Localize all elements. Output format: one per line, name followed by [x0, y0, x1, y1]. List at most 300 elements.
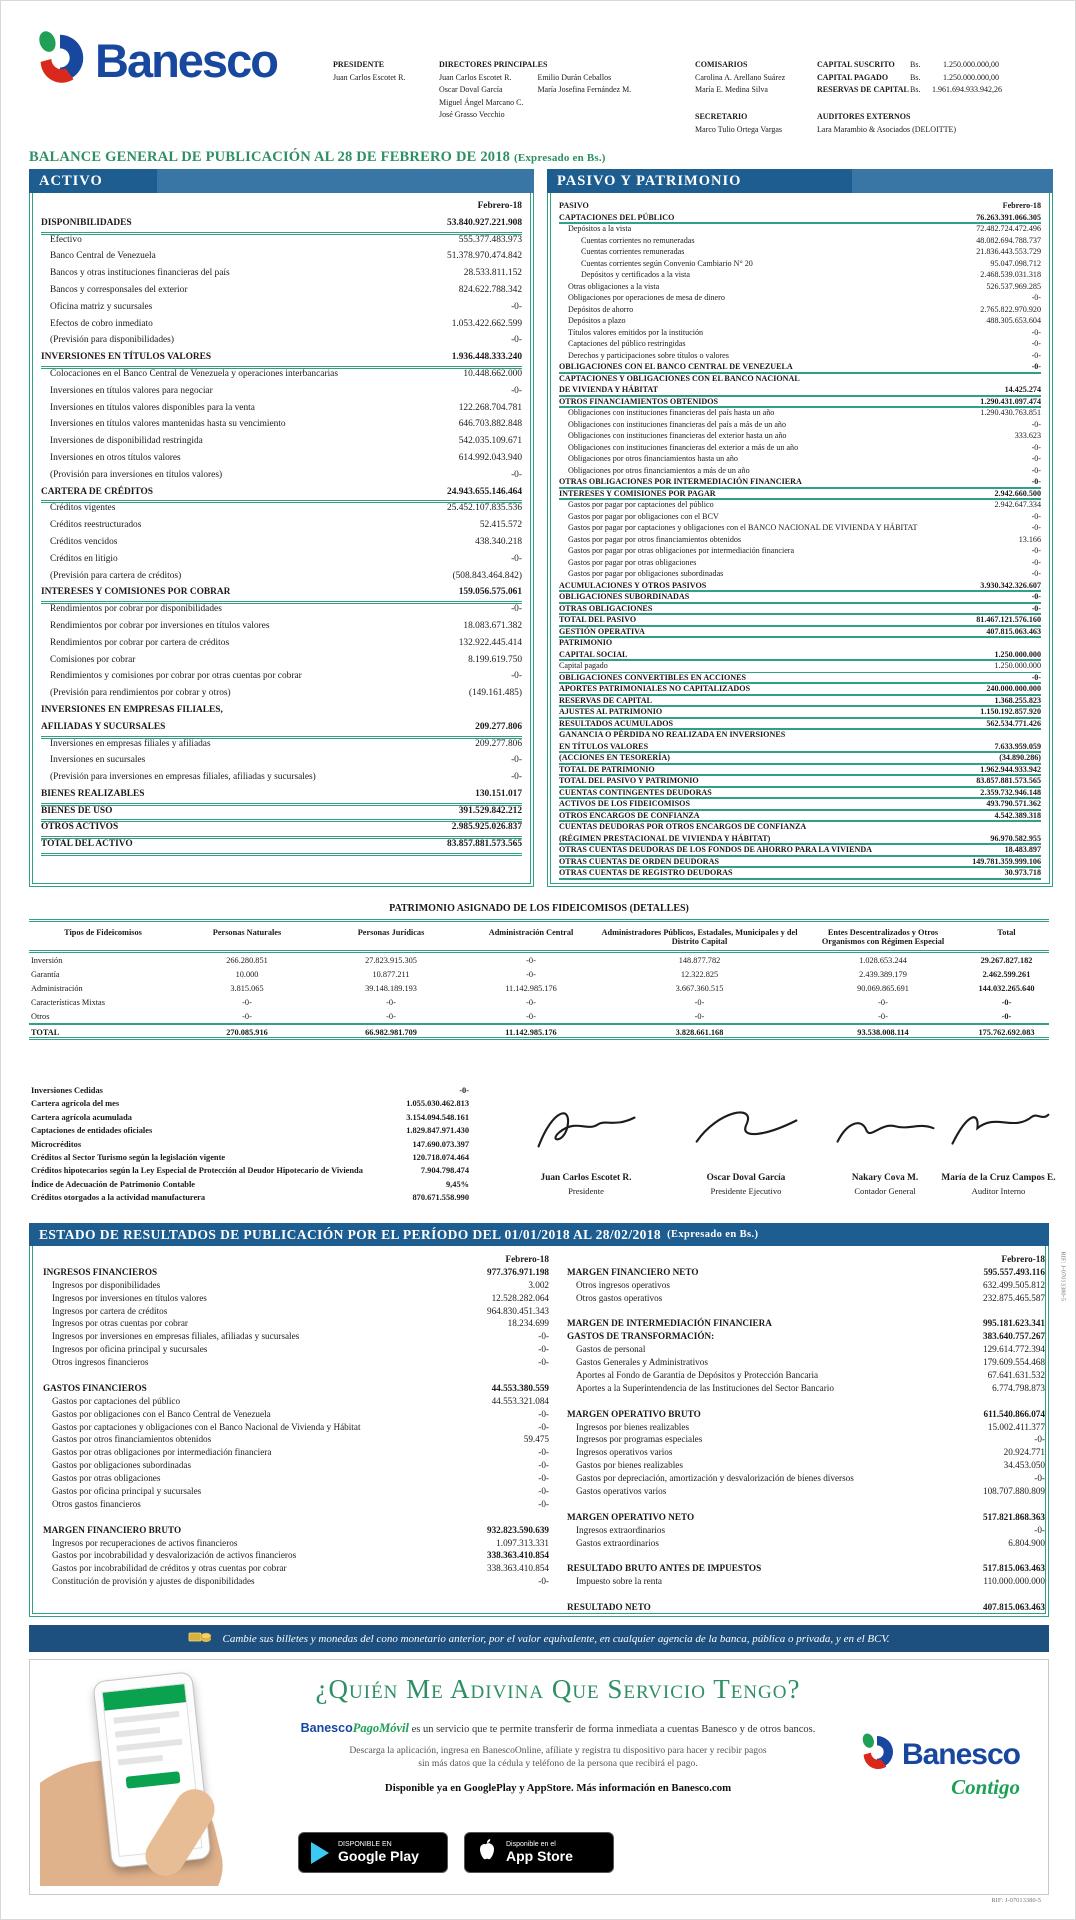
- store-badges: [298, 1832, 614, 1873]
- row-value: -0-: [1031, 419, 1041, 429]
- row-label: Ingresos por recuperaciones de activos financieros: [52, 1537, 238, 1548]
- row-value: 67.641.631.532: [987, 1370, 1045, 1381]
- statement-row: [43, 1447, 549, 1460]
- row-label: Inversiones en empresas filiales y afiliadas: [50, 738, 211, 749]
- row-value: 517.821.868.363: [982, 1511, 1045, 1522]
- estado-title: ESTADO DE RESULTADOS DE PUBLICACIÓN POR EL PERÍODO DEL 01/01/2018 AL 28/02/2018: [39, 1226, 662, 1242]
- row-label: TOTAL DE PATRIMONIO: [559, 764, 655, 774]
- signature-block: [501, 1093, 671, 1196]
- row-value: 338.363.410.854: [486, 1550, 549, 1561]
- row-label: GASTOS FINANCIEROS: [43, 1382, 147, 1393]
- statement-row: [559, 489, 1041, 501]
- row-label: RESULTADO NETO: [567, 1602, 651, 1613]
- ad-description: [258, 1744, 858, 1770]
- row-label: Ingresos por inversiones en títulos valores: [52, 1292, 207, 1303]
- row-label: OTRAS CUENTAS DEUDORAS DE LOS FONDOS DE AHORRO PARA LA VIVIENDA: [559, 845, 873, 854]
- row-value: -0-: [538, 1344, 549, 1355]
- signature-block: [825, 1093, 945, 1196]
- memo-label: Créditos otorgados a la actividad manufacturera: [31, 1193, 206, 1203]
- capital-label: CAPITAL PAGADO: [817, 72, 889, 82]
- row-label: OTRAS OBLIGACIONES POR INTERMEDIACIÓN FINANCIERA: [559, 477, 802, 486]
- fideicomisos-section: [29, 903, 1049, 1040]
- cell-value: 39.148.189.193: [365, 984, 417, 993]
- row-label: INGRESOS FINANCIEROS: [43, 1266, 158, 1277]
- row-value: -0-: [1031, 442, 1041, 452]
- statement-row: [559, 224, 1041, 236]
- memo-value: 1.055.030.462.813: [406, 1099, 469, 1109]
- statement-row: [41, 403, 522, 420]
- row-value: 53.840.927.221.908: [447, 217, 522, 228]
- row-value: -0-: [1031, 523, 1041, 532]
- balance-title: [29, 149, 606, 166]
- row-label: Obligaciones por operaciones de mesa de dinero: [568, 293, 725, 302]
- statement-row: [41, 386, 522, 403]
- president-name: Juan Carlos Escotet R.: [333, 72, 406, 82]
- statement-row: [567, 1383, 1045, 1396]
- statement-row: [559, 247, 1041, 259]
- row-label: Otras obligaciones a la vista: [568, 281, 660, 291]
- cell-value: -0-: [694, 1012, 705, 1021]
- row-value: 81.467.121.576.160: [976, 615, 1041, 624]
- pasivo-body: [547, 193, 1053, 887]
- statement-row: [43, 1331, 549, 1344]
- statement-row: [559, 293, 1041, 305]
- statement-row: [559, 328, 1041, 340]
- row-value: 110.000.000.000: [983, 1576, 1045, 1587]
- statement-row: [43, 1357, 549, 1370]
- row-value: 1.368.255.823: [994, 695, 1041, 705]
- row-value: 1.290.431.097.474: [980, 396, 1041, 406]
- statement-row: [41, 235, 522, 252]
- row-value: -0-: [1031, 546, 1041, 555]
- row-value: 6.774.798.873: [992, 1382, 1045, 1393]
- row-value: 44.553.321.084: [491, 1395, 549, 1406]
- cell-value: 11.142.985.176: [505, 984, 557, 993]
- cell-value: 3.667.360.515: [675, 984, 724, 993]
- row-value: 129.614.772.394: [982, 1344, 1045, 1355]
- memo-items: [31, 1086, 469, 1207]
- row-label: Créditos reestructurados: [50, 520, 142, 531]
- statement-row: [41, 268, 522, 285]
- row-label: ACUMULACIONES Y OTROS PASIVOS: [559, 580, 707, 590]
- total-value: 270.085.916: [177, 1023, 317, 1040]
- cell-value: -0-: [878, 998, 888, 1007]
- row-label: CAPTACIONES Y OBLIGACIONES CON EL BANCO NACIONAL: [559, 373, 800, 383]
- row-value: 14.425.274: [1004, 385, 1041, 394]
- google-play-badge: [298, 1832, 448, 1873]
- row-value: 333.623: [1014, 431, 1041, 440]
- row-value: 338.363.410.854: [486, 1563, 549, 1574]
- row-label: Comisiones por cobrar: [50, 654, 136, 665]
- row-value: -0-: [511, 671, 522, 682]
- statement-row: [559, 719, 1041, 731]
- row-value: 25.452.107.835.536: [447, 503, 522, 514]
- column-header: Entes Descentralizados y Otros Organismos con Régimen Especial: [802, 922, 964, 953]
- statement-row: [41, 705, 522, 722]
- statement-row: [559, 707, 1041, 719]
- statement-row: [559, 397, 1041, 409]
- row-value: 2.765.822.970.920: [980, 304, 1041, 314]
- statement-row: [559, 454, 1041, 466]
- row-value: 614.992.043.940: [458, 452, 522, 463]
- row-value: -0-: [511, 335, 522, 346]
- statement-row: [559, 788, 1041, 800]
- directors-block: [439, 59, 631, 122]
- statement-row: [567, 1499, 1045, 1512]
- statement-row: [559, 765, 1041, 777]
- statement-row: [559, 834, 1041, 846]
- total-value: 3.828.661.168: [597, 1023, 802, 1040]
- row-value: 48.082.694.788.737: [976, 235, 1041, 245]
- row-label: Gastos por pagar por obligaciones subordinadas: [568, 569, 724, 578]
- comisarios-label: COMISARIOS: [695, 60, 748, 69]
- ad-headline: ¿Quién Me Adivina Que Servicio Tengo?: [315, 1674, 801, 1704]
- row-label: Créditos vencidos: [50, 536, 118, 547]
- row-label: INVERSIONES EN EMPRESAS FILIALES,: [41, 704, 223, 715]
- cell-value: -0-: [526, 1012, 536, 1021]
- memo-value: 120.718.074.464: [412, 1152, 469, 1162]
- row-label: Créditos en litigio: [50, 553, 118, 564]
- row-label: OTROS ENCARGOS DE CONFIANZA: [559, 810, 700, 820]
- statement-row: [41, 218, 522, 235]
- row-label: Gastos por pagar por otros financiamientos obtenidos: [568, 534, 742, 544]
- memo-row: [31, 1086, 469, 1099]
- memo-value: 147.690.073.397: [412, 1139, 469, 1149]
- row-value: -0-: [1031, 465, 1041, 475]
- google-play-icon: [311, 1842, 329, 1864]
- row-label: (Previsión para inversiones en empresas filiales, afiliadas y sucursales): [50, 772, 316, 783]
- statement-row: [559, 581, 1041, 593]
- row-value: 3.930.342.326.607: [980, 580, 1041, 590]
- row-value: 2.359.732.946.148: [980, 787, 1041, 797]
- statement-row: [43, 1293, 549, 1306]
- row-label: CAPITAL SOCIAL: [559, 649, 628, 659]
- statement-row: [567, 1306, 1045, 1319]
- row-value: 555.377.483.973: [458, 234, 522, 245]
- statement-row: [559, 305, 1041, 317]
- row-label: AJUSTES AL PATRIMONIO: [559, 707, 663, 716]
- auditores-label: AUDITORES EXTERNOS: [817, 112, 911, 121]
- statement-row: [559, 282, 1041, 294]
- cell-value: 266.280.851: [226, 956, 268, 965]
- cell-value: 29.267.827.182: [980, 956, 1033, 965]
- row-value: 12.528.282.064: [491, 1292, 549, 1303]
- column-header: Personas Jurídicas: [317, 922, 465, 953]
- row-label: MARGEN OPERATIVO BRUTO: [567, 1408, 701, 1419]
- statement-row: [41, 419, 522, 436]
- statement-row: [43, 1280, 549, 1293]
- row-value: 52.415.572: [479, 520, 522, 531]
- contigo-brand-word: Banesco: [901, 1737, 1020, 1771]
- statement-row: [567, 1512, 1045, 1525]
- coins-icon: [188, 1629, 214, 1648]
- statement-row: [43, 1254, 549, 1267]
- statement-row: [559, 236, 1041, 248]
- row-value: 517.815.063.463: [982, 1563, 1045, 1574]
- row-label: Bancos y corresponsales del exterior: [50, 284, 188, 295]
- cell-value: -0-: [1001, 998, 1012, 1007]
- row-label: OBLIGACIONES CONVERTIBLES EN ACCIONES: [559, 672, 747, 682]
- statement-row: [559, 477, 1041, 489]
- memo-row: [31, 1113, 469, 1126]
- row-value: 391.529.842.212: [458, 805, 522, 816]
- row-label: Efectivo: [50, 234, 82, 245]
- banesco-contigo-icon: [857, 1732, 897, 1777]
- statement-row: [559, 569, 1041, 581]
- signer-name: Nakary Cova M.: [851, 1173, 919, 1183]
- row-value: 488.305.653.604: [986, 316, 1041, 325]
- row-value: 51.378.970.474.842: [447, 251, 522, 262]
- row-value: -0-: [1031, 603, 1041, 613]
- cell-value: 2.462.599.261: [982, 970, 1031, 979]
- row-label: OBLIGACIONES CON EL BANCO CENTRAL DE VENEZUELA: [559, 362, 793, 371]
- row-label: APORTES PATRIMONIALES NO CAPITALIZADOS: [559, 684, 751, 693]
- row-label: INTERESES Y COMISIONES POR COBRAR: [41, 587, 231, 598]
- memo-value: 3.154.094.548.161: [406, 1112, 469, 1122]
- row-label: CUENTAS CONTINGENTES DEUDORAS: [559, 787, 712, 797]
- row-value: 595.557.493.116: [983, 1266, 1045, 1277]
- memo-value: 1.829.847.971.430: [406, 1126, 469, 1136]
- row-label: TOTAL DEL PASIVO: [559, 615, 637, 624]
- statement-row: [559, 857, 1041, 869]
- list-item: Juan Carlos Escotet R.: [439, 72, 512, 82]
- row-label: OTRAS CUENTAS DE REGISTRO DEUDORAS: [559, 868, 733, 877]
- cell-value: 144.032.265.640: [978, 984, 1035, 993]
- row-label: Características Mixtas: [31, 998, 105, 1007]
- statement-row: [559, 822, 1041, 834]
- column-header: Tipos de Fideicomisos: [29, 922, 177, 953]
- row-value: Febrero-18: [477, 201, 522, 211]
- president-label: PRESIDENTE: [333, 60, 385, 69]
- phone-in-hand-photo: [40, 1668, 248, 1886]
- row-label: (Previsión para cartera de créditos): [50, 570, 182, 581]
- row-value: 493.790.571.362: [986, 799, 1041, 808]
- row-value: 1.150.192.857.920: [980, 707, 1041, 716]
- ad-cta: Disponible ya en GooglePlay y AppStore. Más información en Banesco.com: [384, 1782, 732, 1794]
- row-label: Obligaciones con instituciones financieras del país a más de un año: [568, 419, 787, 429]
- row-label: BIENES DE USO: [41, 805, 113, 816]
- signer-role: Contador General: [854, 1186, 916, 1196]
- estado-title-suffix: (Expresado en Bs.): [667, 1229, 759, 1240]
- capital-row: [817, 72, 999, 85]
- capital-label: CAPITAL SUSCRITO: [817, 60, 895, 69]
- cell-value: -0-: [694, 998, 705, 1007]
- row-label: CARTERA DE CRÉDITOS: [41, 486, 154, 497]
- row-label: Gastos por otros financiamientos obtenidos: [52, 1434, 212, 1445]
- statement-row: [559, 270, 1041, 282]
- statement-row: [41, 503, 522, 520]
- statement-row: [567, 1563, 1045, 1576]
- row-value: 977.376.971.198: [486, 1266, 549, 1277]
- capital-block: [817, 59, 1002, 97]
- statement-row: [41, 520, 522, 537]
- pasivo-header-label: PASIVO Y PATRIMONIO: [547, 169, 852, 193]
- cell-value: -0-: [242, 1012, 252, 1021]
- row-value: 1.250.000.000: [994, 649, 1041, 659]
- row-value: Febrero-18: [1002, 201, 1041, 210]
- row-value: 1.962.944.933.942: [980, 764, 1041, 774]
- row-label: Gastos por pagar por captaciones del público: [568, 500, 714, 509]
- signature-scribble: [689, 1093, 804, 1171]
- row-label: Gastos por pagar por captaciones y obligaciones con el BANCO NACIONAL DE VIVIENDA Y HÁBITAT: [568, 523, 918, 532]
- statement-row: [567, 1460, 1045, 1473]
- comisarios-block: [695, 59, 785, 97]
- statement-row: [567, 1280, 1045, 1293]
- statement-row: [559, 443, 1041, 455]
- statement-row: [559, 408, 1041, 420]
- row-label: Otros: [31, 1012, 50, 1021]
- statement-row: [41, 302, 522, 319]
- row-value: -0-: [538, 1576, 549, 1587]
- row-value: -0-: [538, 1486, 549, 1497]
- row-label: Depósitos a la vista: [568, 224, 632, 233]
- fideicomisos-table: [29, 922, 1049, 1040]
- list-item: María E. Medina Silva: [695, 85, 768, 94]
- row-value: 76.263.391.066.305: [976, 212, 1041, 222]
- signer-name: Oscar Doval García: [706, 1173, 786, 1183]
- row-label: Rendimientos por cobrar por inversiones en títulos valores: [50, 620, 270, 631]
- row-value: 407.815.063.463: [986, 626, 1041, 636]
- directors-col1: [439, 72, 523, 122]
- row-label: (Provisión para inversiones en títulos valores): [50, 469, 223, 480]
- google-play-badge-label: Google Play: [338, 1847, 419, 1864]
- memo-row: [31, 1180, 469, 1193]
- row-label: (ACCIONES EN TESORERÍA): [559, 753, 670, 762]
- statement-row: [567, 1447, 1045, 1460]
- row-label: BIENES REALIZABLES: [41, 788, 145, 799]
- statement-row: [41, 822, 522, 839]
- row-label: Ingresos por otras cuentas por cobrar: [52, 1318, 188, 1329]
- row-value: 562.534.771.426: [986, 718, 1041, 728]
- row-value: 611.540.866.074: [983, 1408, 1045, 1419]
- row-label: Ingresos por oficina principal y sucursales: [52, 1344, 208, 1355]
- ad-brand2: PagoMóvil: [352, 1721, 409, 1735]
- statement-row: [41, 537, 522, 554]
- secretario-label: SECRETARIO: [695, 112, 748, 121]
- row-value: (508.843.464.842): [452, 570, 522, 581]
- statement-row: [567, 1344, 1045, 1357]
- comisarios-list: [695, 72, 785, 97]
- row-value: -0-: [538, 1421, 549, 1432]
- capital-label: RESERVAS DE CAPITAL: [817, 85, 909, 94]
- row-label: ACTIVOS DE LOS FIDEICOMISOS: [559, 799, 690, 808]
- statement-row: [559, 730, 1041, 742]
- cell-value: 10.000: [235, 970, 259, 979]
- row-value: (34.890.286): [999, 753, 1041, 762]
- statement-row: [567, 1538, 1045, 1551]
- row-value: 2.468.539.031.318: [980, 270, 1041, 279]
- statement-row: [559, 684, 1041, 696]
- statement-row: [567, 1357, 1045, 1370]
- row-label: Gastos por obligaciones subordinadas: [52, 1460, 192, 1471]
- memo-row: [31, 1126, 469, 1139]
- memo-value: 7.904.798.474: [420, 1166, 469, 1176]
- row-value: 18.234.699: [507, 1318, 549, 1329]
- statement-row: [41, 201, 522, 218]
- statement-row: [559, 627, 1041, 639]
- statement-row: [559, 213, 1041, 225]
- row-value: -0-: [511, 385, 522, 396]
- row-value: 59.475: [523, 1434, 549, 1445]
- row-label: Obligaciones por otros financiamientos hasta un año: [568, 454, 738, 463]
- row-label: Gastos operativos varios: [576, 1486, 667, 1497]
- statement-row: [41, 453, 522, 470]
- capital-currency: Bs.: [910, 60, 921, 69]
- row-value: -0-: [511, 772, 522, 783]
- statement-row: [41, 436, 522, 453]
- ad-desc-line2: sin más datos que la cédula y teléfono de la persona que recibirá el pago.: [418, 1758, 698, 1769]
- row-value: 232.875.465.587: [982, 1292, 1045, 1303]
- secretario-block: [695, 111, 782, 136]
- row-label: PATRIMONIO: [559, 638, 613, 647]
- row-value: 179.609.554.468: [982, 1357, 1045, 1368]
- signature-block: [663, 1093, 829, 1196]
- row-value: 1.290.430.763.851: [980, 408, 1041, 417]
- row-label: MARGEN FINANCIERO NETO: [567, 1266, 699, 1277]
- activo-section: [29, 169, 534, 887]
- row-label: Rendimientos por cobrar por cartera de créditos: [50, 637, 230, 648]
- balance-title-text: BALANCE GENERAL DE PUBLICACIÓN AL 28 DE FEBRERO DE 2018: [29, 149, 511, 165]
- row-value: 159.056.575.061: [458, 587, 522, 598]
- memo-row: [31, 1153, 469, 1166]
- row-label: Otros ingresos operativos: [576, 1279, 670, 1290]
- rif-vertical-text: RIF: J-07013380-5: [1060, 1251, 1067, 1301]
- row-value: 149.781.359.999.106: [972, 856, 1041, 866]
- memo-label: Inversiones Cedidas: [31, 1086, 103, 1095]
- statement-row: [41, 352, 522, 369]
- row-label: Efectos de cobro inmediato: [50, 318, 153, 329]
- row-label: (RÉGIMEN PRESTACIONAL DE VIVIENDA Y HÁBITAT): [559, 833, 771, 843]
- row-value: 15.002.411.377: [987, 1421, 1045, 1432]
- row-value: 240.000.000.000: [986, 684, 1041, 693]
- row-value: 8.199.619.750: [468, 654, 522, 665]
- row-value: 2.942.660.500: [994, 488, 1041, 498]
- row-label: Inversiones en otros títulos valores: [50, 452, 181, 463]
- row-label: Banco Central de Venezuela: [50, 251, 156, 262]
- row-label: OTROS FINANCIAMIENTOS OBTENIDOS: [559, 396, 719, 406]
- app-store-badge-label: App Store: [506, 1847, 573, 1864]
- statement-row: [567, 1254, 1045, 1267]
- statement-row: [43, 1396, 549, 1409]
- app-store-badge: [464, 1832, 614, 1873]
- capital-row: [817, 84, 1002, 97]
- cell-value: -0-: [526, 998, 536, 1007]
- row-label: Obligaciones con instituciones financieras del exterior a más de un año: [568, 442, 799, 452]
- row-label: Depósitos de ahorro: [568, 304, 634, 314]
- row-label: Capital pagado: [559, 661, 608, 670]
- list-item: Carolina A. Arellano Suárez: [695, 72, 786, 82]
- statement-row: [43, 1434, 549, 1447]
- statement-row: [559, 753, 1041, 765]
- memo-label: Créditos hipotecarios según la Ley Especial de Protección al Deudor Hipotecario de Vivienda: [31, 1166, 363, 1176]
- statement-row: [559, 661, 1041, 673]
- auditores-block: [817, 111, 956, 136]
- statement-row: [559, 512, 1041, 524]
- row-label: MARGEN DE INTERMEDIACIÓN FINANCIERA: [567, 1318, 772, 1329]
- row-label: Depósitos y certificados a la vista: [581, 270, 691, 279]
- statement-row: [41, 722, 522, 739]
- row-label: Aportes al Fondo de Garantía de Depósitos y Protección Bancaria: [576, 1370, 819, 1381]
- statement-row: [567, 1434, 1045, 1447]
- row-label: Obligaciones por otros financiamientos a más de un año: [568, 465, 750, 475]
- row-value: -0-: [1031, 293, 1041, 302]
- row-label: RESULTADO BRUTO ANTES DE IMPUESTOS: [567, 1563, 762, 1574]
- statement-row: [41, 789, 522, 806]
- signature-scribble: [529, 1093, 644, 1171]
- statement-row: [567, 1473, 1045, 1486]
- row-value: 13.166: [1018, 534, 1041, 544]
- statement-row: [559, 523, 1041, 535]
